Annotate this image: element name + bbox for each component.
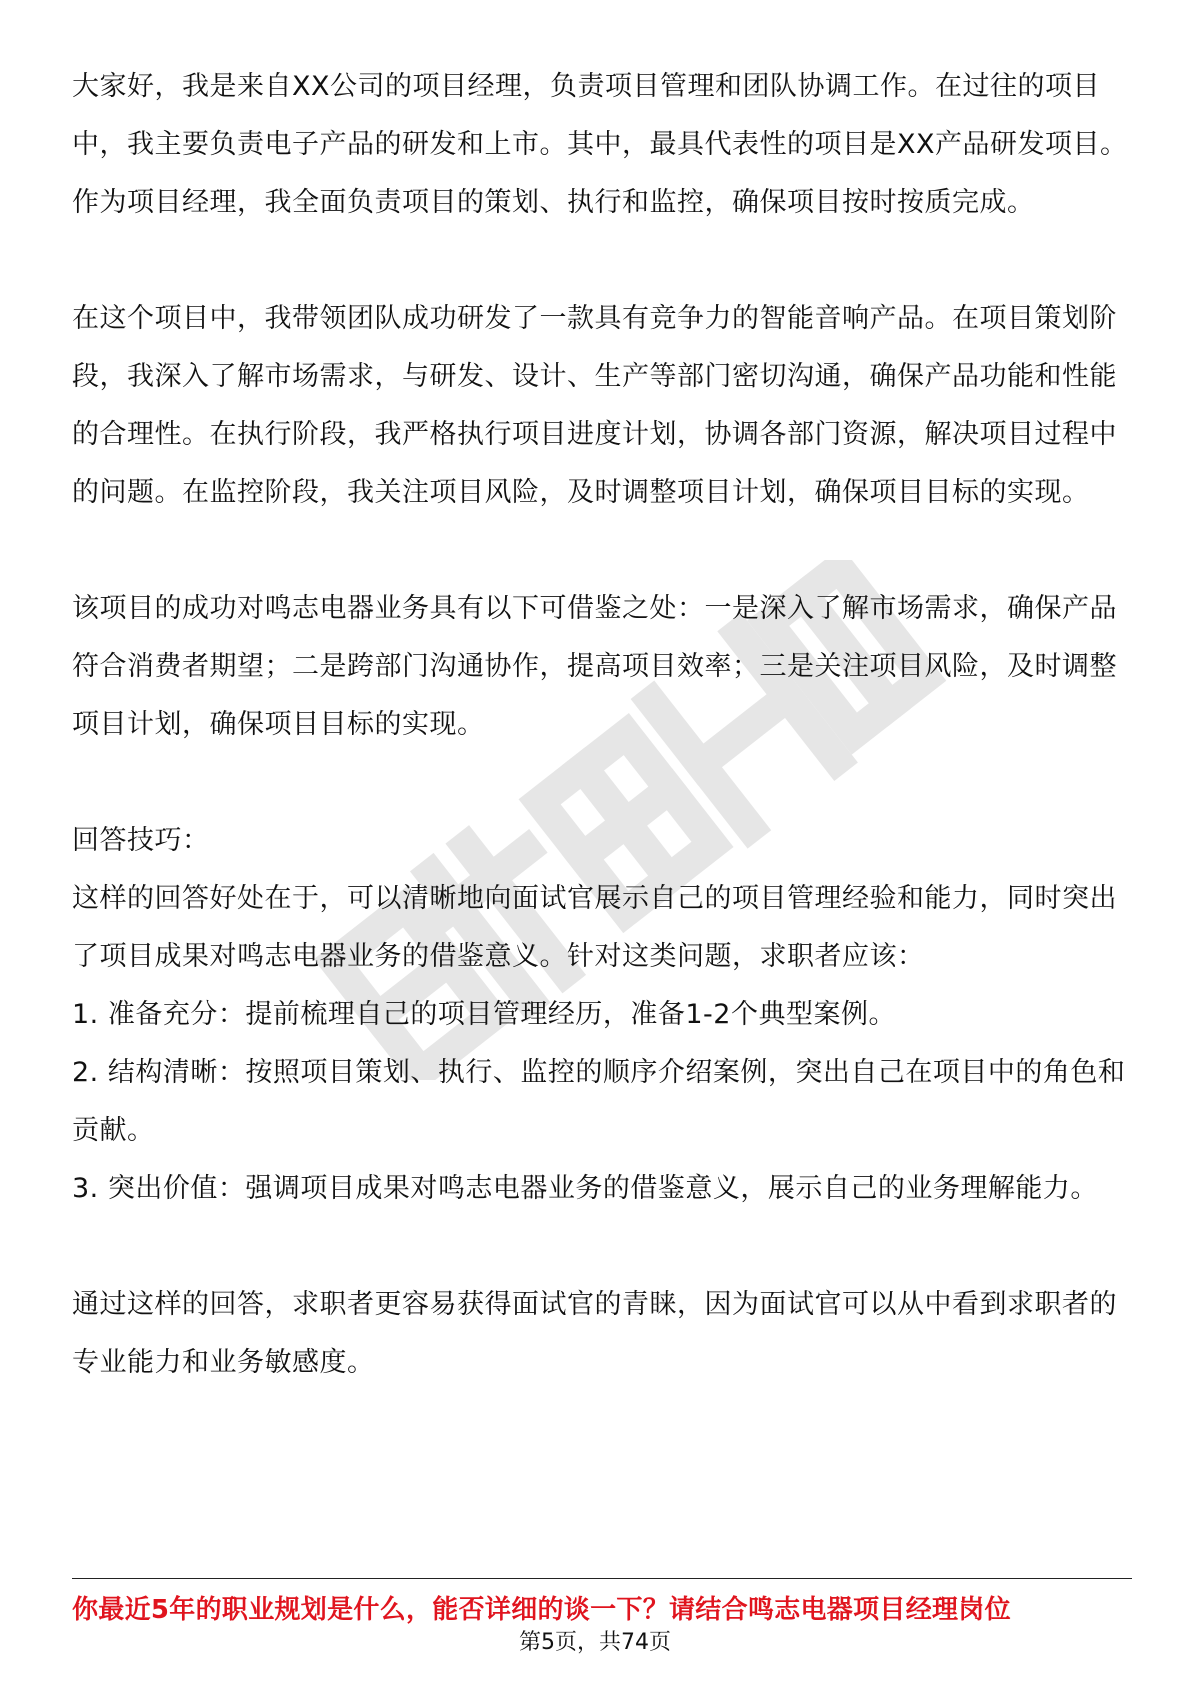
tips-item-1: 1. 准备充分：提前梳理自己的项目管理经历，准备1-2个典型案例。: [72, 999, 896, 1030]
paragraph-intro: 大家好，我是来自XX公司的项目经理，负责项目管理和团队协调工作。在过往的项目中，我主要负责电子产品的研发和上市。其中，最具代表性的项目是XX产品研发项目。作为项目经理，我全面负责项目的策划、执行和监控，确保项目按时按质完成。: [72, 71, 1128, 218]
page-number-footer: 第5页，共74页: [519, 1630, 671, 1655]
tips-item-3: 3. 突出价值：强调项目成果对鸣志电器业务的借鉴意义，展示自己的业务理解能力。: [72, 1173, 1098, 1204]
tips-intro: 这样的回答好处在于，可以清晰地向面试官展示自己的项目管理经验和能力，同时突出了项目成果对鸣志电器业务的借鉴意义。针对这类问题，求职者应该：: [72, 883, 1117, 972]
tips-item-2: 2. 结构清晰：按照项目策划、执行、监控的顺序介绍案例，突出自己在项目中的角色和贡献。: [72, 1057, 1126, 1146]
paragraph-lessons: 该项目的成功对鸣志电器业务具有以下可借鉴之处：一是深入了解市场需求，确保产品符合消费者期望；二是跨部门沟通协作，提高项目效率；三是关注项目风险，及时调整项目计划，确保项目目标的实现。: [72, 593, 1117, 740]
document-body: [72, 58, 1132, 1392]
paragraph-project: 在这个项目中，我带领团队成功研发了一款具有竞争力的智能音响产品。在项目策划阶段，我深入了解市场需求，与研发、设计、生产等部门密切沟通，确保产品功能和性能的合理性。在执行阶段，我严格执行项目进度计划，协调各部门资源，解决项目过程中的问题。在监控阶段，我关注项目风险，及时调整项目计划，确保项目目标的实现。: [72, 303, 1117, 508]
paragraph-conclusion: 通过这样的回答，求职者更容易获得面试官的青睐，因为面试官可以从中看到求职者的专业能力和业务敏感度。: [72, 1289, 1117, 1378]
tips-heading: 回答技巧：: [72, 825, 210, 856]
next-question-heading: 你最近5年的职业规划是什么，能否详细的谈一下？请结合鸣志电器项目经理岗位: [72, 1595, 1011, 1625]
section-divider: [72, 1578, 1132, 1579]
